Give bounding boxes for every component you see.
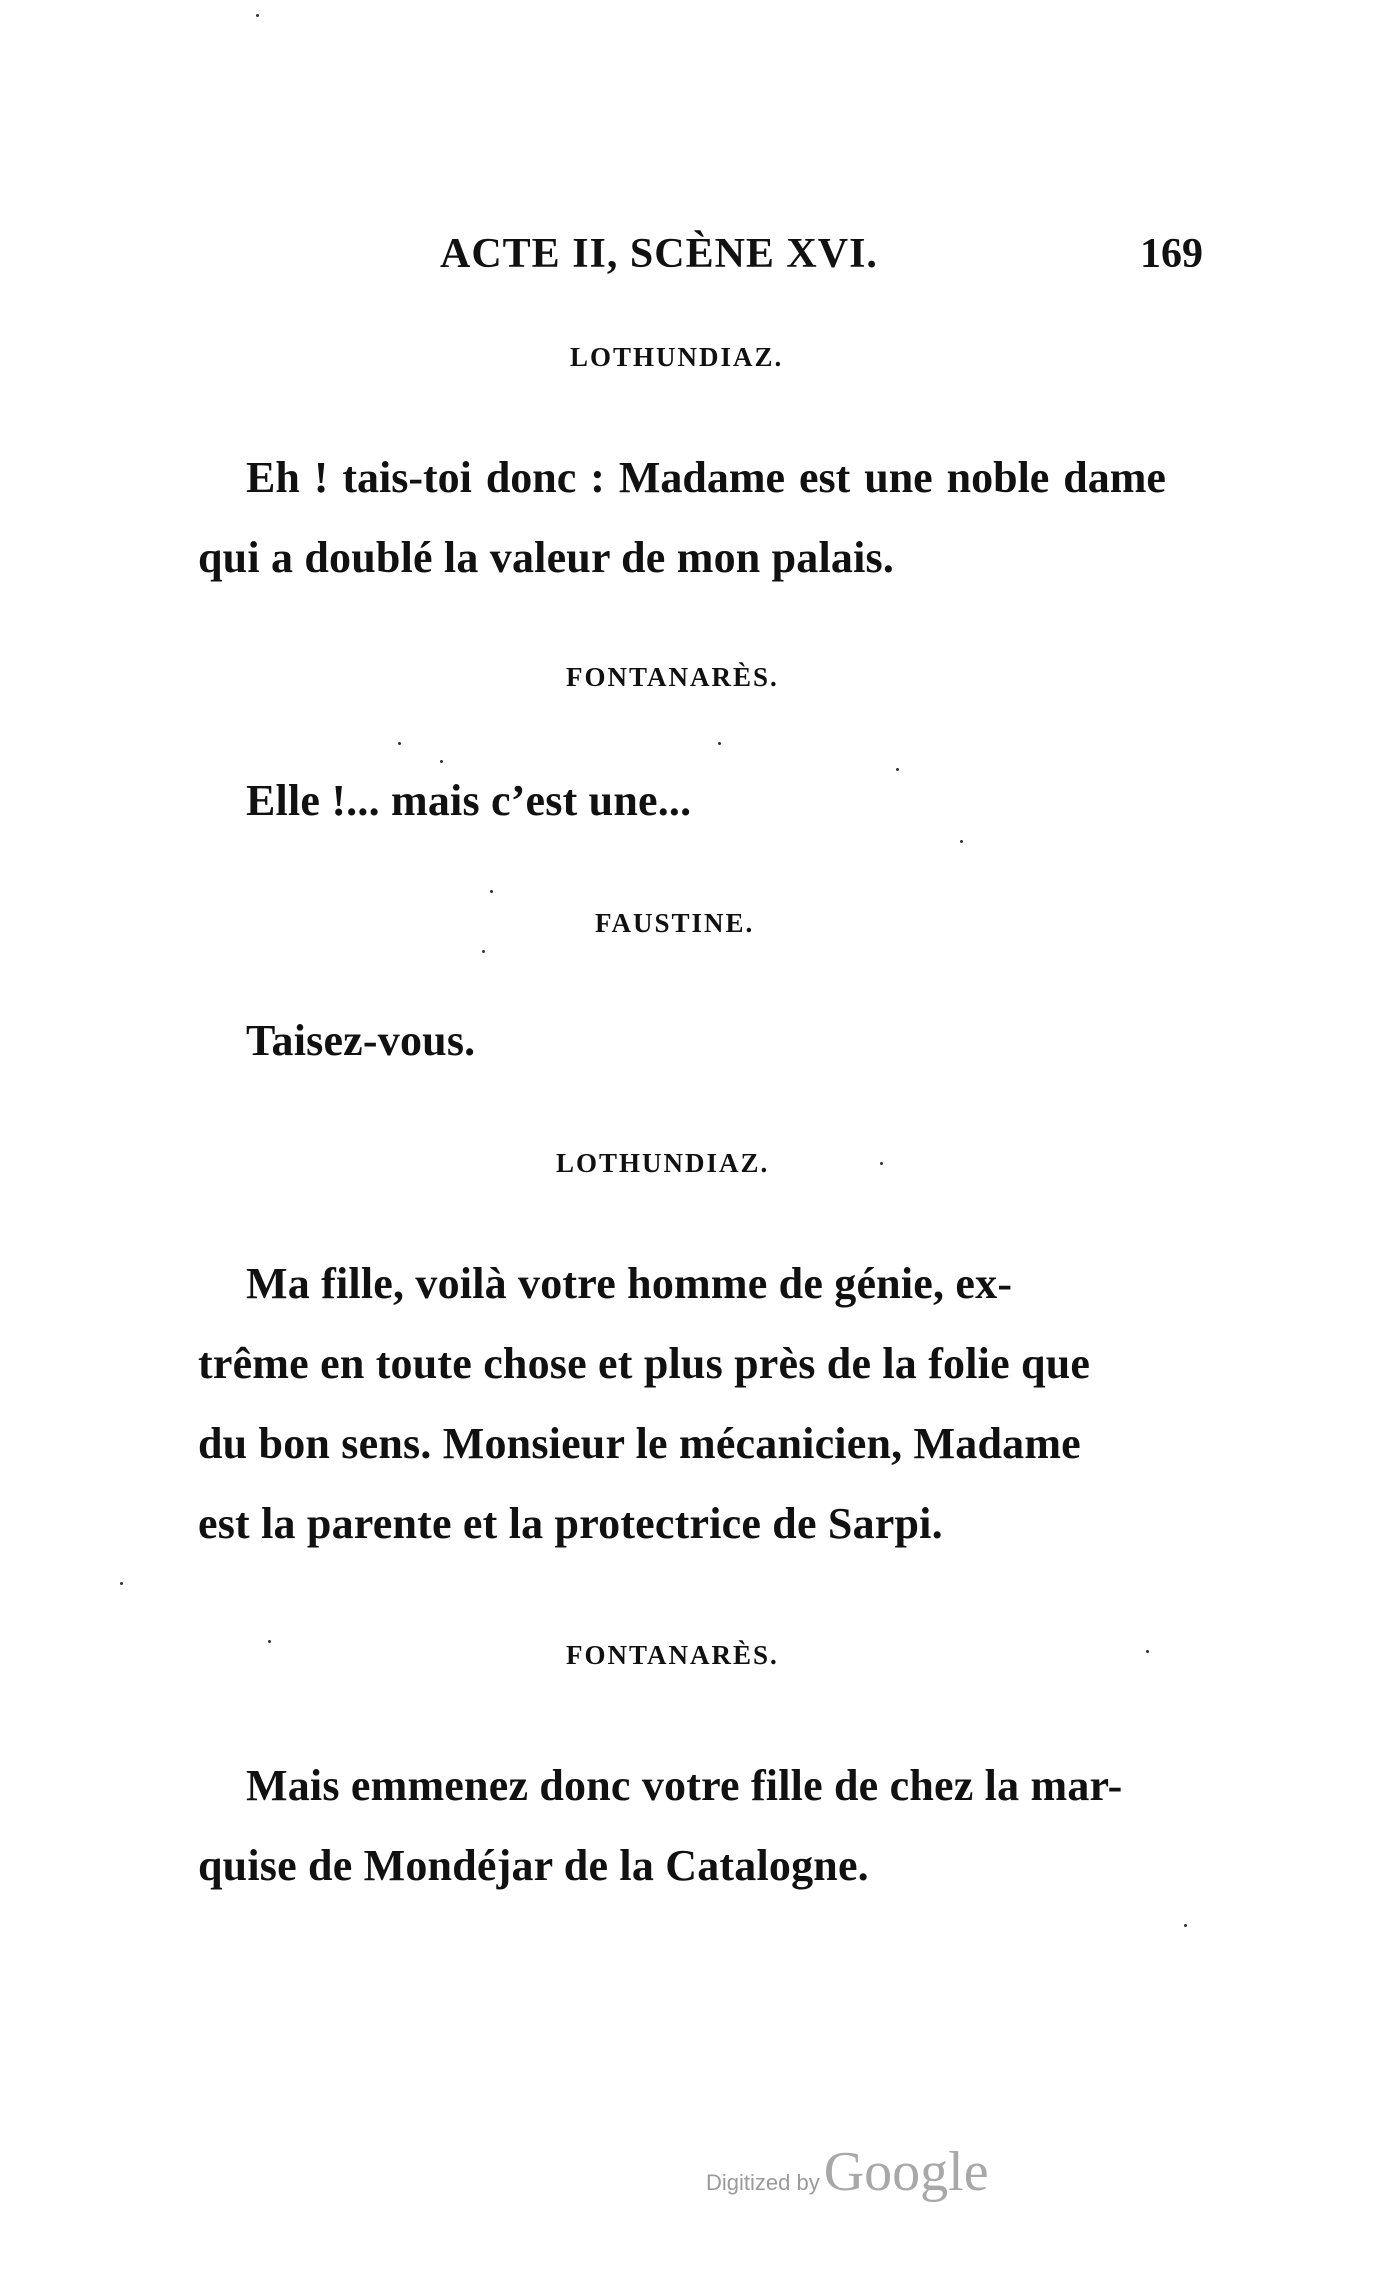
speaker-name: LOTHUNDIAZ. [556,1148,770,1178]
dialogue-line: du bon sens. Monsieur le mécanicien, Madame [198,1419,1081,1468]
scan-speck [880,1162,883,1165]
scan-speck [398,742,401,745]
word: noble [946,453,1050,502]
dialogue-line [246,452,1166,503]
digitized-watermark [706,2140,989,2204]
scan-speck [440,760,443,763]
scan-speck [1184,1924,1187,1927]
scan-speck [256,14,259,17]
speaker-name: LOTHUNDIAZ. [570,342,784,372]
speaker-name: FONTANARÈS. [566,662,779,692]
word: tais-toi [342,453,472,502]
running-header: ACTE II, SCÈNE XVI. [440,231,878,277]
word: Eh [246,453,300,502]
dialogue-line: est la parente et la protectrice de Sarpi. [198,1499,943,1548]
scan-speck [960,840,963,843]
word: ! [313,453,329,502]
scan-speck [482,950,485,953]
watermark-prefix: Digitized by [706,2170,820,2195]
scan-speck [268,1640,271,1643]
word: : [590,453,605,502]
word: Madame [618,453,786,502]
dialogue-line: quise de Mondéjar de la Catalogne. [198,1841,869,1890]
dialogue-line: qui a doublé la valeur de mon palais. [198,533,895,582]
scan-speck [490,890,493,893]
scan-speck [896,768,899,771]
dialogue-line: trême en toute chose et plus près de la folie que [198,1339,1091,1388]
word: donc [485,453,577,502]
speaker-name: FONTANARÈS. [566,1640,779,1670]
word: dame [1063,453,1166,502]
scan-speck [120,1582,123,1585]
dialogue-line: Taisez-vous. [246,1016,476,1065]
scan-speck [718,742,721,745]
word: une [864,453,933,502]
dialogue-line: Elle !... mais c’est une... [246,776,692,825]
scan-speck [1146,1650,1149,1653]
dialogue-line: Ma fille, voilà votre homme de génie, ex- [246,1259,1013,1308]
dialogue-line: Mais emmenez donc votre fille de chez la mar- [246,1761,1123,1810]
watermark-brand: Google [823,2141,989,2203]
word: est [798,453,851,502]
speaker-name: FAUSTINE. [595,908,755,938]
page-number: 169 [1140,231,1203,277]
